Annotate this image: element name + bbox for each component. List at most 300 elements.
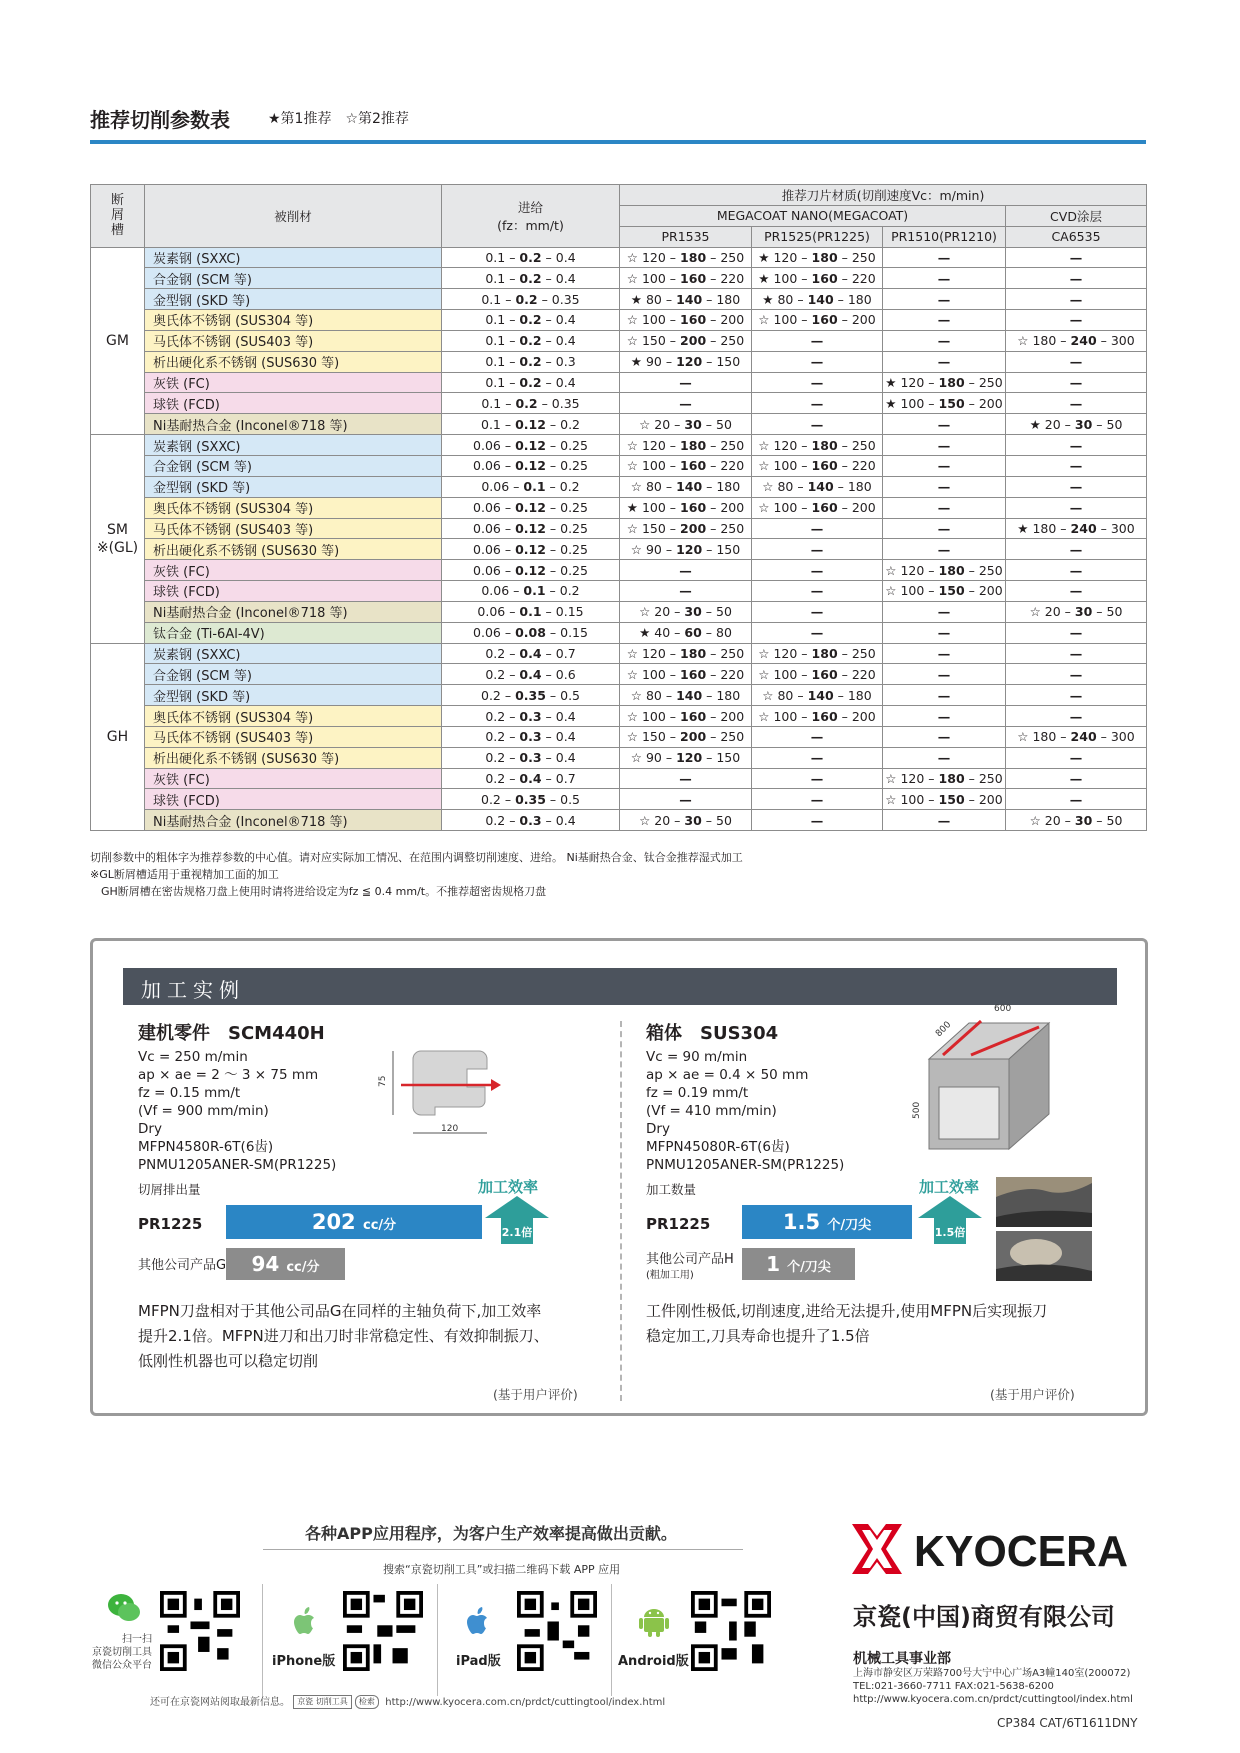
footer-rule (263, 1549, 743, 1550)
param-line: Vc = 90 m/min (646, 1049, 748, 1065)
feed-cell-pre: 0.1 – (481, 291, 516, 307)
speed-cell-post: – 300 (1096, 729, 1135, 745)
speed-cell (752, 435, 883, 456)
speed-cell-pre: ☆ 80 – (762, 479, 808, 495)
feed-cell (442, 330, 620, 351)
search-box-tag[interactable]: 京瓷 切削工具 (293, 1695, 352, 1709)
speed-cell (620, 268, 752, 289)
speed-cell-pre: ☆ 180 – (1017, 333, 1071, 349)
speed-cell (620, 643, 752, 664)
android-qr-code[interactable] (691, 1591, 771, 1671)
speed-cell (752, 414, 883, 435)
speed-cell-pre: ☆ 80 – (630, 687, 677, 703)
catalog-number: CP384 CAT/6T1611DNY (997, 1716, 1138, 1730)
feed-cell-mid: 0.08 (515, 625, 546, 641)
pr-unit-left: cc/分 (362, 1218, 397, 1233)
speed-cell (620, 622, 752, 643)
speed-cell-pre: ☆ 100 – (758, 458, 812, 474)
speed-cell (883, 268, 1006, 289)
footer-slogan: 各种APP应用程序，为客户生产效率提高做出贡献。 (305, 1524, 677, 1543)
speed-cell-post: – 200 (837, 500, 876, 516)
speed-cell-pre: ★ 40 – (639, 625, 685, 641)
speed-cell (752, 726, 883, 747)
feed-cell-pre: 0.06 – (481, 583, 524, 599)
speed-cell-pre: ☆ 120 – (885, 562, 939, 578)
speed-cell-pre: ☆ 150 – (626, 520, 681, 536)
feed-cell-pre: 0.1 – (485, 354, 520, 370)
param-line: fz = 0.15 mm/t (138, 1085, 241, 1101)
speed-cell (620, 810, 752, 831)
feed-cell-mid: 0.4 (519, 645, 542, 661)
feed-cell-post: – 0.4 (541, 375, 576, 391)
wechat-qr-code[interactable] (160, 1591, 240, 1671)
feed-cell (442, 581, 620, 602)
speed-cell (1006, 664, 1147, 685)
kyocera-logo (852, 1520, 1132, 1578)
speed-cell (752, 351, 883, 372)
speed-cell-mid: 140 (807, 687, 834, 703)
speed-cell-pre: ★ 120 – (885, 375, 939, 391)
speed-cell-post: – 300 (1096, 520, 1135, 536)
speed-cell-mid: — (679, 395, 692, 411)
desc-line: 低刚性机器也可以稳定切削 (138, 1352, 319, 1370)
speed-cell-post: – 180 (833, 291, 872, 307)
address-line: TEL:021-3660-7711 FAX:021-5638-6200 (853, 1681, 1054, 1692)
table-row (91, 414, 1147, 435)
feed-cell-mid: 0.2 (519, 354, 542, 370)
feed-cell-mid: 0.12 (515, 437, 546, 453)
speed-cell-mid: — (937, 645, 951, 661)
feed-cell-mid: 0.12 (515, 416, 546, 432)
feed-cell-mid: 0.2 (519, 312, 542, 328)
speed-cell-pre: ★ 100 – (885, 395, 939, 411)
feed-cell-pre: 0.06 – (473, 541, 516, 557)
feed-cell-post: – 0.4 (541, 249, 576, 265)
speed-cell (883, 497, 1006, 518)
speed-cell (1006, 768, 1147, 789)
table-row (91, 706, 1147, 727)
speed-cell-mid: — (937, 541, 951, 557)
speed-cell-post: – 150 (702, 354, 741, 370)
speed-cell-mid: — (1069, 458, 1083, 474)
speed-cell (752, 539, 883, 560)
feed-cell-post: – 0.7 (541, 771, 576, 787)
speed-cell-mid: — (810, 729, 824, 745)
workpiece-shape (413, 1051, 487, 1115)
material-cell: 合金钢 (SCM 等) (145, 664, 442, 685)
speed-cell-pre: ☆ 100 – (758, 500, 812, 516)
table-row (91, 435, 1147, 456)
speed-cell-post: – 250 (964, 375, 1003, 391)
table-row (91, 330, 1147, 351)
feed-cell (442, 768, 620, 789)
speed-cell (620, 330, 752, 351)
material-cell: 灰铁 (FC) (145, 768, 442, 789)
speed-cell (620, 768, 752, 789)
feed-cell-post: – 0.25 (545, 500, 588, 516)
speed-cell-post: – 150 (702, 750, 741, 766)
feed-cell-post: – 0.25 (545, 458, 588, 474)
speed-cell-mid: 200 (680, 520, 707, 536)
speed-cell-mid: 180 (938, 771, 965, 787)
feed-cell (442, 789, 620, 810)
feed-cell-pre: 0.06 – (473, 625, 516, 641)
table-row (91, 726, 1147, 747)
website-link[interactable]: http://www.kyocera.com.cn/prdct/cuttingtool/index.html (385, 1697, 666, 1708)
speed-cell (883, 685, 1006, 706)
table-row (91, 497, 1147, 518)
groove-cell: GM (91, 247, 145, 435)
qr-pattern (343, 1591, 423, 1671)
speed-cell-mid: 200 (680, 729, 707, 745)
speed-cell-mid: 30 (684, 604, 702, 620)
material-cell: 钛合金 (Ti-6Al-4V) (145, 622, 442, 643)
speed-cell (1006, 789, 1147, 810)
table-row (91, 643, 1147, 664)
header-feed-unit: (fz：mm/t) (497, 217, 564, 233)
speed-cell (620, 518, 752, 539)
speed-cell-mid: — (679, 583, 692, 599)
efficiency-label-right: 加工效率 (919, 1178, 980, 1196)
param-line: Dry (646, 1121, 670, 1137)
desc-line: 工件刚性极低,切削速度,进给无法提升,使用MFPN后实现振刀 (646, 1302, 1048, 1320)
material-cell: 球铁 (FCD) (145, 393, 442, 414)
speed-cell-mid: 140 (676, 479, 703, 495)
competitor-bar-left (226, 1248, 345, 1280)
speed-cell (883, 414, 1006, 435)
feed-cell-post: – 0.4 (541, 708, 576, 724)
header-grade-2: PR1525(PR1225) (752, 226, 883, 247)
speed-cell-pre: ☆ 80 – (762, 687, 808, 703)
other-label-right (646, 1252, 734, 1284)
speed-cell (752, 622, 883, 643)
speed-cell-post: – 250 (964, 562, 1003, 578)
address-line: 上海市静安区万荣路700号大宁中心广场A3幢140室(200072) (853, 1668, 1131, 1679)
header-material: 被削材 (145, 185, 442, 248)
pr1225-bar-right (742, 1205, 912, 1239)
speed-cell-post: – 250 (837, 645, 876, 661)
speed-cell-mid: — (937, 458, 951, 474)
speed-cell-mid: — (937, 520, 951, 536)
speed-cell-mid: 160 (811, 270, 838, 286)
feed-cell-post: – 0.2 (545, 416, 580, 432)
feed-cell (442, 414, 620, 435)
feed-cell-mid: 0.2 (519, 249, 542, 265)
speed-cell (883, 372, 1006, 393)
recommendation-legend: ★第1推荐 ☆第2推荐 (268, 111, 409, 127)
pr-unit-right: 个/刀尖 (827, 1218, 872, 1233)
examples-title: 加工实例 (141, 978, 245, 1002)
table-body (91, 247, 1147, 831)
speed-cell-post: – 220 (837, 666, 876, 682)
desc-line: 提升2.1倍。MFPN进刀和出刀时非常稳定性、有效抑制振刀、 (138, 1327, 549, 1345)
feed-cell-mid: 0.3 (519, 729, 542, 745)
speed-cell (752, 601, 883, 622)
dim-120: 120 (441, 1124, 459, 1134)
feed-cell-mid: 0.2 (515, 395, 538, 411)
workpiece-diagram-left (378, 1041, 581, 1151)
material-cell: 炭素钢 (SXXC) (145, 247, 442, 268)
speed-cell (883, 643, 1006, 664)
feed-cell-post: – 0.6 (541, 666, 576, 682)
speed-cell-mid: — (1069, 541, 1083, 557)
material-cell: 奥氏体不锈钢 (SUS304 等) (145, 497, 442, 518)
feed-cell-pre: 0.1 – (485, 312, 520, 328)
param-line: MFPN45080R-6T(6齿) (646, 1139, 790, 1155)
company-name: 京瓷(中国)商贸有限公司 (853, 1603, 1115, 1631)
speed-cell-mid: 150 (938, 791, 965, 807)
speed-cell (1006, 539, 1147, 560)
speed-cell-pre: ☆ 20 – (639, 604, 685, 620)
search-button-tag[interactable]: 检索 (355, 1695, 379, 1709)
speed-cell-mid: 160 (680, 500, 707, 516)
feed-cell-mid: 0.3 (519, 708, 542, 724)
speed-cell (1006, 393, 1147, 414)
ratio-right: 1.5倍 (934, 1226, 966, 1239)
speed-cell-mid: — (1069, 562, 1083, 578)
feed-cell-post: – 0.7 (541, 645, 576, 661)
speed-cell (1006, 289, 1147, 310)
table-row (91, 747, 1147, 768)
table-row (91, 476, 1147, 497)
footer-divider (262, 1584, 263, 1696)
speed-cell (883, 330, 1006, 351)
speed-cell (1006, 622, 1147, 643)
speed-cell-pre: ☆ 120 – (626, 437, 681, 453)
speed-cell-mid: 60 (684, 625, 702, 641)
speed-cell (883, 726, 1006, 747)
material-cell: 析出硬化系不锈钢 (SUS630 等) (145, 747, 442, 768)
speed-cell-pre: ★ 180 – (1017, 520, 1071, 536)
feed-cell (442, 476, 620, 497)
cutting-parameters-table (90, 184, 1147, 831)
speed-cell-pre: ☆ 120 – (626, 249, 681, 265)
groove-cell: SM ※(GL) (91, 435, 145, 643)
material-cell: 马氏体不锈钢 (SUS403 等) (145, 518, 442, 539)
chip-photo-pr1225 (996, 1177, 1092, 1227)
feed-cell-post: – 0.35 (537, 395, 580, 411)
speed-cell-mid: 160 (811, 312, 838, 328)
feed-cell-post: – 0.25 (545, 520, 588, 536)
speed-cell-mid: — (1069, 645, 1083, 661)
dim-800: 800 (934, 1019, 954, 1040)
pr-value-right: 1.5 (782, 1210, 821, 1234)
material-cell: 金型钢 (SKD 等) (145, 289, 442, 310)
table-row (91, 789, 1147, 810)
speed-cell-pre: ☆ 20 – (1029, 812, 1075, 828)
feed-cell-pre: 0.2 – (485, 708, 520, 724)
speed-cell-mid: 180 (680, 437, 707, 453)
speed-cell-post: – 50 (701, 416, 732, 432)
feed-cell-pre: 0.2 – (481, 687, 516, 703)
speed-cell-mid: 140 (807, 291, 834, 307)
speed-cell-mid: — (937, 708, 951, 724)
speed-cell-mid: — (679, 375, 692, 391)
chip-photo-competitor (996, 1231, 1092, 1281)
table-row (91, 351, 1147, 372)
feed-cell-pre: 0.06 – (473, 458, 516, 474)
feed-cell (442, 747, 620, 768)
speed-cell-pre: ☆ 90 – (630, 541, 677, 557)
feed-cell-post: – 0.4 (541, 333, 576, 349)
speed-cell-mid: 160 (680, 270, 707, 286)
speed-cell-mid: — (1069, 479, 1083, 495)
speed-cell-mid: — (1069, 708, 1083, 724)
speed-cell (1006, 330, 1147, 351)
speed-cell-pre: ☆ 100 – (626, 312, 681, 328)
speed-cell-mid: 160 (811, 666, 838, 682)
speed-cell-mid: — (937, 500, 951, 516)
feed-cell (442, 518, 620, 539)
speed-cell-mid: 120 (676, 750, 703, 766)
speed-cell (1006, 810, 1147, 831)
table-row (91, 247, 1147, 268)
speed-cell (620, 372, 752, 393)
brand-wordmark: KYOCERA (914, 1527, 1128, 1576)
example-right-heading: 箱体 SUS304 (646, 1023, 779, 1044)
speed-cell-post: – 220 (706, 270, 745, 286)
speed-cell-post: – 250 (706, 437, 745, 453)
speed-cell-mid: — (937, 687, 951, 703)
speed-cell-mid: — (937, 625, 951, 641)
speed-cell-mid: — (937, 604, 951, 620)
material-cell: Ni基耐热合金 (Inconel®718 等) (145, 601, 442, 622)
credit-right: (基于用户评价) (990, 1387, 1075, 1402)
speed-cell-mid: 150 (938, 395, 965, 411)
speed-cell-pre: ★ 90 – (630, 354, 677, 370)
groove-cell: GH (91, 643, 145, 831)
table-row (91, 601, 1147, 622)
speed-cell-mid: — (810, 750, 824, 766)
feed-cell-pre: 0.06 – (473, 437, 516, 453)
speed-cell-mid: — (937, 354, 951, 370)
speed-cell-mid: 180 (811, 645, 838, 661)
feed-cell-mid: 0.12 (515, 458, 546, 474)
wechat-label (78, 1633, 152, 1672)
speed-cell-mid: — (810, 583, 824, 599)
speed-cell-mid: 140 (676, 291, 703, 307)
speed-cell-mid: — (937, 666, 951, 682)
speed-cell-mid: — (679, 562, 692, 578)
feed-cell-pre: 0.1 – (481, 395, 516, 411)
other-label-left: 其他公司产品G (138, 1258, 227, 1273)
speed-cell-mid: 240 (1070, 333, 1097, 349)
speed-cell (620, 581, 752, 602)
feed-cell-post: – 0.4 (541, 812, 576, 828)
speed-cell (620, 435, 752, 456)
speed-cell-mid: — (810, 771, 824, 787)
apple-icon-iphone (287, 1604, 323, 1640)
example-right-description (646, 1299, 1047, 1349)
speed-cell-pre: ☆ 120 – (626, 645, 681, 661)
speed-cell-post: – 180 (702, 687, 741, 703)
feed-cell-post: – 0.4 (541, 750, 576, 766)
speed-cell-pre: ☆ 80 – (630, 479, 677, 495)
speed-cell-mid: — (810, 520, 824, 536)
header-groove (91, 185, 145, 248)
header-grade-top: 推荐刀片材质(切削速度Vc：m/min) (620, 185, 1147, 206)
param-line: fz = 0.19 mm/t (646, 1085, 749, 1101)
table-row (91, 310, 1147, 331)
speed-cell (620, 664, 752, 685)
material-cell: 奥氏体不锈钢 (SUS304 等) (145, 706, 442, 727)
wechat-icon (106, 1590, 142, 1626)
speed-cell-post: – 250 (706, 333, 745, 349)
speed-cell (752, 289, 883, 310)
feed-cell (442, 726, 620, 747)
feed-cell-pre: 0.2 – (485, 645, 520, 661)
material-cell: Ni基耐热合金 (Inconel®718 等) (145, 810, 442, 831)
speed-cell-mid: — (810, 562, 824, 578)
feed-cell-pre: 0.06 – (473, 500, 516, 516)
speed-cell (1006, 643, 1147, 664)
dim-75: 75 (378, 1075, 388, 1087)
table-row (91, 539, 1147, 560)
feed-cell (442, 622, 620, 643)
competitor-bar-right (742, 1248, 855, 1280)
feed-cell-mid: 0.1 (523, 583, 546, 599)
ipad-qr-code[interactable] (517, 1591, 597, 1671)
speed-cell-mid: 160 (811, 500, 838, 516)
feed-cell (442, 455, 620, 476)
speed-cell-post: – 200 (964, 583, 1003, 599)
speed-cell-post: – 50 (701, 812, 732, 828)
note-line: ※GL断屑槽适用于重视精加工面的加工 (90, 868, 279, 881)
speed-cell-pre: ☆ 150 – (626, 729, 681, 745)
wechat-line: 京瓷切削工具 (92, 1647, 152, 1658)
header-feed (442, 185, 620, 248)
tool-path-arrowhead (491, 1079, 501, 1091)
speed-cell (752, 685, 883, 706)
speed-cell-mid: — (937, 812, 951, 828)
speed-cell-mid: 120 (676, 541, 703, 557)
speed-cell (883, 393, 1006, 414)
speed-cell (1006, 726, 1147, 747)
header-feed-label: 进给 (517, 199, 543, 215)
speed-cell (1006, 601, 1147, 622)
speed-cell-mid: 180 (938, 562, 965, 578)
feed-cell (442, 539, 620, 560)
speed-cell-mid: 30 (1074, 416, 1093, 432)
feed-cell (442, 810, 620, 831)
feed-cell-pre: 0.06 – (473, 562, 516, 578)
speed-cell-mid: 180 (680, 645, 707, 661)
app-label-iphone: iPhone版 (272, 1654, 336, 1669)
speed-cell (883, 622, 1006, 643)
speed-cell (883, 435, 1006, 456)
wechat-line: 扫一扫 (122, 1634, 152, 1645)
speed-cell (620, 455, 752, 476)
speed-cell (1006, 706, 1147, 727)
speed-cell (752, 310, 883, 331)
speed-cell (883, 539, 1006, 560)
speed-cell-mid: — (810, 354, 824, 370)
speed-cell-mid: 160 (680, 708, 707, 724)
speed-cell-post: – 80 (701, 625, 732, 641)
speed-cell (620, 747, 752, 768)
other-label-right-main: 其他公司产品H (646, 1252, 734, 1267)
note-line: 切削参数中的粗体字为推荐参数的中心值。请对应实际加工情况、在范围内调整切削速度、进给。 Ni基耐热合金、钛合金推荐湿式加工 (90, 851, 743, 864)
footer-url-line (150, 1693, 665, 1709)
table-row (91, 622, 1147, 643)
iphone-qr-code[interactable] (343, 1591, 423, 1671)
speed-cell (752, 247, 883, 268)
feed-cell (442, 643, 620, 664)
header-groove-text: 断屑槽 (110, 193, 124, 239)
speed-cell-mid: — (810, 416, 824, 432)
speed-cell-mid: 160 (680, 458, 707, 474)
feed-cell-pre: 0.2 – (485, 666, 520, 682)
